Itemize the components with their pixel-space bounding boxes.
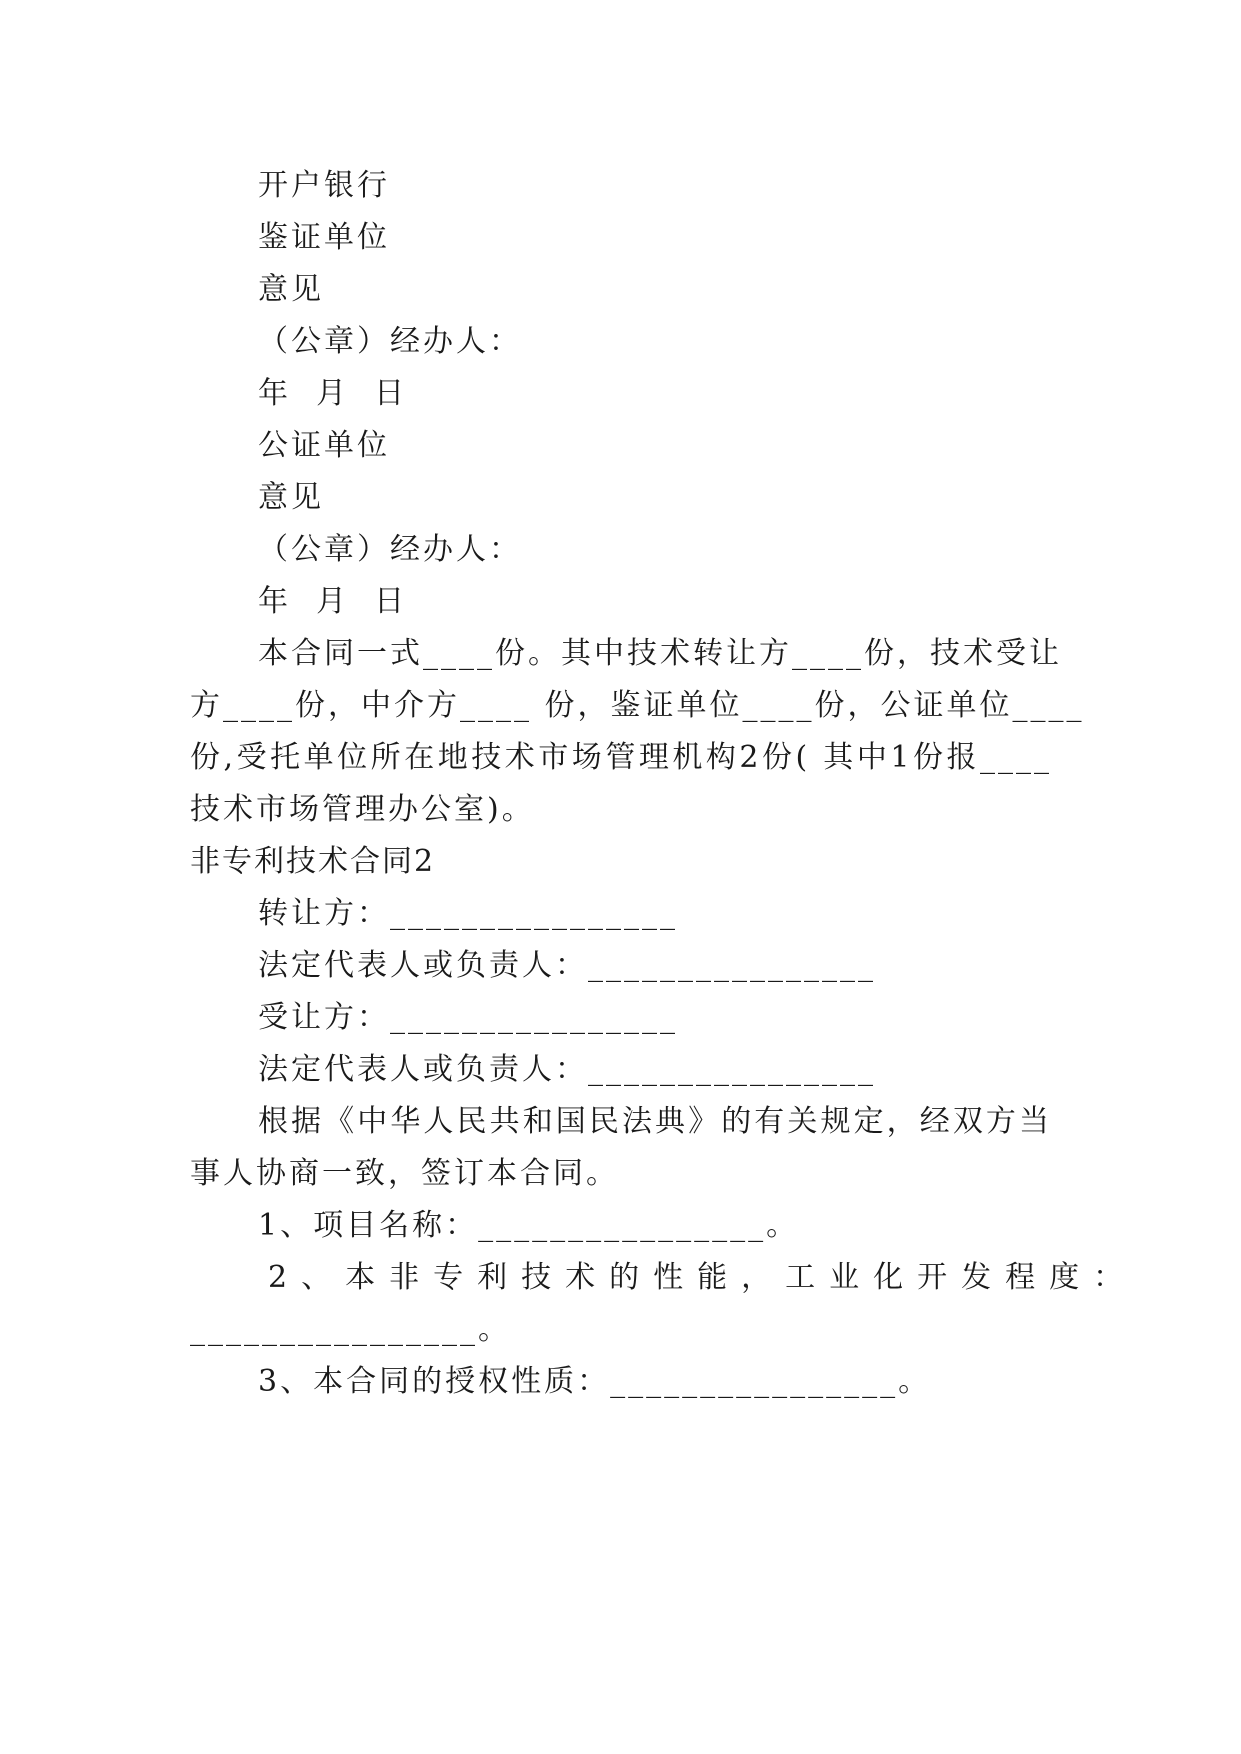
paragraph-line: 事人协商一致，签订本合同。	[190, 1156, 619, 1191]
clause-line: 3、本合同的授权性质：________________。	[258, 1364, 932, 1399]
clause-line: 1、项目名称：________________。	[258, 1208, 800, 1243]
paragraph-line: 本合同一式____份。其中技术转让方____份，技术受让	[258, 636, 1062, 671]
text-line: 转让方：________________	[258, 896, 678, 931]
text-line: 公证单位	[258, 428, 390, 463]
text-line: 年 月 日	[258, 376, 408, 411]
paragraph-line: 方____份，中介方____ 份，鉴证单位____份，公证单位____	[190, 688, 1085, 723]
text-line: 法定代表人或负责人：________________	[258, 1052, 876, 1087]
clause-line: ________________。	[190, 1312, 511, 1347]
text-line: 年 月 日	[258, 584, 408, 619]
clause-line: 2、本非专利技术的性能，工业化开发程度：	[268, 1260, 1138, 1295]
paragraph-line: 份,受托单位所在地技术市场管理机构2份( 其中1份报____	[190, 740, 1052, 775]
text-line: （公章）经办人：	[258, 324, 522, 359]
paragraph-line: 根据《中华人民共和国民法典》的有关规定，经双方当	[258, 1104, 1052, 1139]
text-line: （公章）经办人：	[258, 532, 522, 567]
paragraph-line: 技术市场管理办公室)。	[190, 792, 535, 827]
text-line: 意见	[258, 272, 324, 307]
text-line: 鉴证单位	[258, 220, 390, 255]
section-title: 非专利技术合同2	[190, 844, 436, 879]
text-line: 法定代表人或负责人：________________	[258, 948, 876, 983]
text-line: 意见	[258, 480, 324, 515]
text-line: 受让方：________________	[258, 1000, 678, 1035]
text-line: 开户银行	[258, 168, 390, 203]
